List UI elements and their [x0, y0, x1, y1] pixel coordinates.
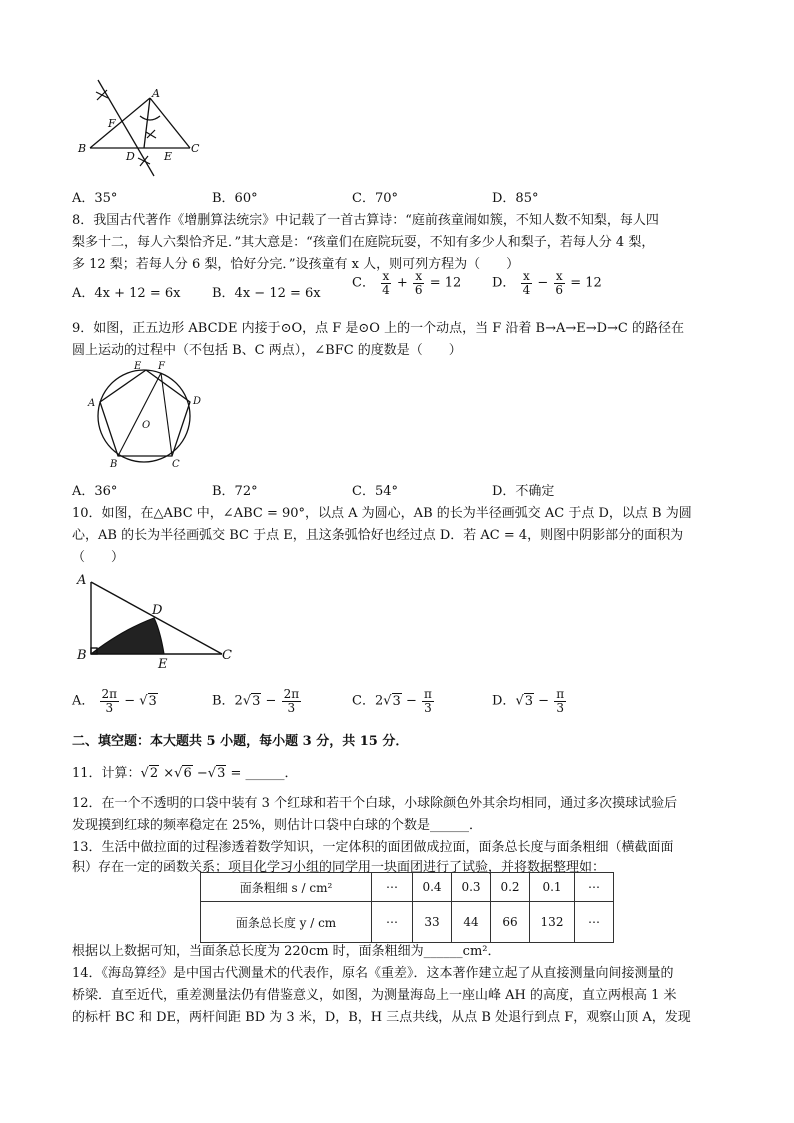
q11-times: × [163, 766, 175, 781]
q10-b-prefix: B．2 [212, 693, 243, 709]
table-header-cell: 面条粗细 s / cm² [201, 873, 372, 902]
fig2-label-c: C [172, 459, 180, 470]
fig2-label-e: E [134, 361, 142, 372]
table-cell: 0.3 [452, 873, 491, 902]
q8-d-op: − [537, 275, 549, 291]
fig3-label-b: B [77, 648, 87, 663]
q10-b-radicand: 3 [252, 693, 261, 709]
table-cell: ⋯ [372, 873, 413, 902]
fig2-label-d: D [193, 396, 202, 407]
table-cell: ⋯ [575, 873, 614, 902]
q12-line-1: 12．在一个不透明的口袋中装有 3 个红球和若干个白球，小球除颜色外其余均相同，通过多次摸球试验后 [72, 796, 678, 811]
q14-line-1: 14．《海岛算经》是中国古代测量术的代表作，原名《重差》．这本著作建立起了从直接测量向间接测量的 [72, 966, 674, 981]
table-cell: 44 [452, 902, 491, 943]
table-cell: 0.4 [413, 873, 452, 902]
q8-c-frac-1: $\frac{x}{4}$ [382, 269, 390, 297]
right-triangle-shaded-figure [74, 570, 244, 670]
q8-option-a: A．4x + 12 = 6x [72, 286, 181, 301]
table-cell: ⋯ [372, 902, 413, 943]
q7-option-c: C．70° [352, 191, 398, 206]
q10-option-a: A． $\frac{2\pi}{3}$ − √3 [72, 687, 157, 715]
q12-line-2: 发现摸到红球的频率稳定在 25%，则估计口袋中白球的个数是______． [72, 818, 483, 833]
q10-option-c: C．2√3 − $\frac{\pi}{3}$ [352, 687, 432, 715]
fig2-label-o: O [142, 420, 151, 431]
q7-option-b: B．60° [212, 191, 258, 206]
q8-d-frac-2: $\frac{x}{6}$ [555, 269, 564, 297]
q10-option-b: B．2√3 − $\frac{2\pi}{3}$ [212, 687, 300, 715]
q11-radicand-1: 2 [149, 766, 159, 781]
q8-d-frac-1: $\frac{x}{4}$ [522, 269, 531, 297]
fig1-label-d: D [126, 150, 135, 163]
q10-line-2: 心，AB 的长为半径画弧交 BC 于点 E，且这条弧恰好也经过点 D．若 AC = 4，则图中阴影部分的面积为 [72, 528, 684, 543]
q11-tail: = ______． [230, 766, 298, 781]
q11-radicand-3: 3 [217, 766, 226, 781]
q10-c-frac: $\frac{\pi}{3}$ [423, 687, 432, 715]
q14-line-3: 的标杆 BC 和 DE，两杆间距 BD 为 3 米，D，B，H 三点共线，从点 B 处退行到点 F，观察山顶 A，发现 [72, 1010, 691, 1025]
fig2-label-f: F [158, 361, 165, 372]
q10-d-frac: $\frac{\pi}{3}$ [556, 687, 565, 715]
table-header-cell: 面条总长度 y / cm [201, 902, 372, 943]
q10-line-3: （ ） [72, 550, 125, 565]
q10-option-d: D．√3 − $\frac{\pi}{3}$ [492, 687, 565, 715]
q9-line-2: 圆上运动的过程中（不包括 B、C 两点），∠BFC 的度数是（ ） [72, 343, 462, 358]
q8-line-2: 梨多十二，每人六梨恰齐足．”其大意是：“孩童们在庭院玩耍，不知有多少人和梨子，若每人分 4 梨， [72, 235, 655, 250]
q11-line: 11．计算：√2 ×√6 −√3 = ______． [72, 766, 298, 781]
section-2-heading: 二、填空题：本大题共 5 小题，每小题 3 分，共 15 分． [72, 734, 409, 749]
q11-radicand-2: 6 [183, 766, 192, 781]
fig2-label-a: A [88, 398, 96, 409]
q10-a-radicand: 3 [148, 693, 157, 709]
q9-option-a: A．36° [72, 484, 118, 499]
pentagon-in-circle-figure [86, 360, 206, 472]
table-row [201, 873, 614, 902]
q10-a-frac: $\frac{2\pi}{3}$ [101, 687, 118, 715]
q8-option-d [492, 270, 602, 296]
q10-c-radicand: 3 [392, 693, 401, 709]
q8-d-prefix: D． [492, 275, 516, 291]
fig1-label-b: B [78, 142, 87, 155]
q9-option-b: B．72° [212, 484, 258, 499]
noodle-data-table [200, 872, 614, 943]
q11-minus: − [196, 766, 208, 781]
q8-c-prefix: C． [352, 275, 375, 291]
table-cell: ⋯ [575, 902, 614, 943]
fig1-label-a: A [152, 87, 160, 100]
q9-option-d: D．不确定 [492, 484, 555, 499]
q8-option-b: B．4x − 12 = 6x [212, 286, 321, 301]
q10-b-frac: $\frac{2\pi}{3}$ [283, 687, 300, 715]
q10-c-prefix: C．2 [352, 693, 384, 709]
q10-c-minus: − [405, 693, 417, 709]
q8-d-tail: = 12 [570, 275, 602, 291]
table-cell: 66 [491, 902, 530, 943]
q14-line-2: 桥梁．直至近代，重差测量法仍有借鉴意义，如图，为测量海岛上一座山峰 AH 的高度，直立两根高 1 米 [72, 988, 677, 1003]
table-cell: 0.2 [491, 873, 530, 902]
q8-c-tail: = 12 [429, 275, 462, 291]
q10-line-1: 10．如图，在△ABC 中，∠ABC = 90°，以点 A 为圆心，AB 的长为半径画弧交 AC 于点 D，以点 B 为圆 [72, 506, 692, 521]
fig1-label-f: F [108, 117, 116, 130]
q8-line-1: 8．我国古代著作《增删算法统宗》中记载了一首古算诗：“庭前孩童闹如簇，不知人数不知梨，每人四 [72, 213, 659, 228]
q9-option-c: C．54° [352, 484, 398, 499]
table-row [201, 902, 614, 943]
table-cell: 132 [530, 902, 575, 943]
q10-a-prefix: A． [72, 693, 95, 709]
fig3-label-e: E [158, 657, 168, 672]
q10-b-minus: − [265, 693, 277, 709]
q8-option-c [352, 270, 461, 296]
q9-line-1: 9．如图，正五边形 ABCDE 内接于⊙O，点 F 是⊙O 上的一个动点，当 F 沿着 B→A→E→D→C 的路径在 [72, 321, 685, 336]
q13-line-2: 积）存在一定的函数关系；项目化学习小组的同学用一块面团进行了试验，并将数据整理如： [72, 860, 606, 875]
table-cell: 33 [413, 902, 452, 943]
q10-d-prefix: D． [492, 693, 516, 709]
fig2-label-b: B [110, 459, 118, 470]
q8-c-op: + [396, 275, 408, 291]
q13-line-1: 13．生活中做拉面的过程渗透着数学知识，一定体积的面团做成拉面，面条总长度与面条粗细（横截面面 [72, 840, 674, 855]
fig3-label-d: D [152, 603, 163, 618]
fig1-label-e: E [164, 150, 173, 163]
q11-prefix: 11．计算： [72, 766, 141, 781]
q7-option-d: D．85° [492, 191, 539, 206]
fig3-label-a: A [77, 573, 87, 588]
q10-d-minus: − [538, 693, 550, 709]
fig3-label-c: C [222, 648, 232, 663]
fig1-label-c: C [191, 142, 200, 155]
triangle-construction-figure [72, 72, 212, 184]
q8-c-frac-2: $\frac{x}{6}$ [414, 269, 423, 297]
table-cell: 0.1 [530, 873, 575, 902]
q10-a-minus: − [124, 693, 136, 709]
q10-d-radicand: 3 [524, 693, 534, 709]
q13-after-line: 根据以上数据可知，当面条总长度为 220cm 时，面条粗细为______cm²． [72, 944, 501, 959]
q7-option-a: A．35° [72, 191, 118, 206]
q8-line-3: 多 12 梨；若每人分 6 梨，恰好分完．”设孩童有 x 人，则可列方程为（ ） [72, 257, 520, 272]
